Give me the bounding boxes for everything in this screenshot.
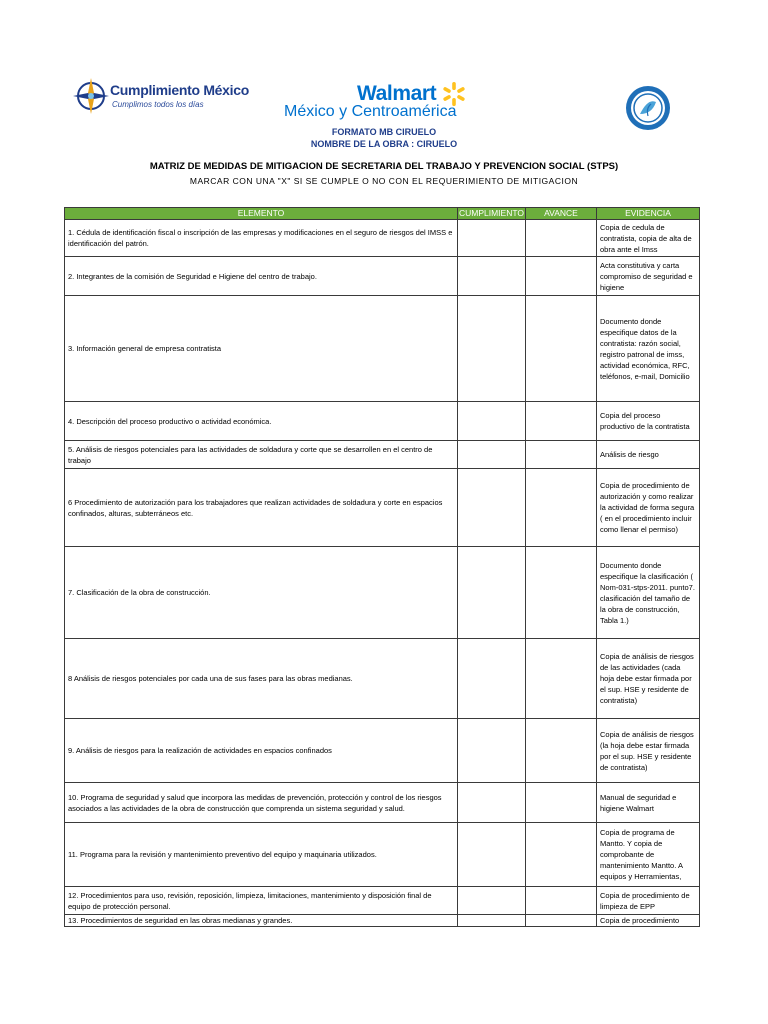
evidencia-cell: Copia de procedimiento <box>597 915 700 927</box>
cumplimiento-cell[interactable] <box>458 915 526 927</box>
cumplimiento-cell[interactable] <box>458 441 526 469</box>
matrix-title: MATRIZ DE MEDIDAS DE MITIGACION DE SECRETARIA DEL TRABAJO Y PREVENCION SOCIAL (STPS) <box>149 161 619 172</box>
table-row <box>65 296 700 402</box>
logo-left-tagline: Cumplimos todos los días <box>112 100 204 109</box>
avance-cell[interactable] <box>526 823 597 887</box>
avance-cell[interactable] <box>526 402 597 441</box>
header-avance: AVANCE <box>526 208 597 220</box>
elemento-cell: 8 Análisis de riesgos potenciales por cada una de sus fases para las obras medianas. <box>65 639 458 719</box>
elemento-cell: 5. Análisis de riesgos potenciales para las actividades de soldadura y corte que se desarrollen en el centro de trabajo <box>65 441 458 469</box>
format-title: FORMATO MB CIRUELO <box>331 127 437 137</box>
table-row <box>65 823 700 887</box>
cumplimiento-cell[interactable] <box>458 469 526 547</box>
evidencia-cell: Copia de cedula de contratista, copia de alta de obra ante el Imss <box>597 220 700 257</box>
cumplimiento-cell[interactable] <box>458 257 526 296</box>
cumplimiento-cell[interactable] <box>458 639 526 719</box>
elemento-cell: 12. Procedimientos para uso, revisión, reposición, limpieza, limitaciones, mantenimiento y disposición final de equipo de protección personal. <box>65 887 458 915</box>
header-elemento: ELEMENTO <box>65 208 458 220</box>
cumplimiento-cell[interactable] <box>458 783 526 823</box>
evidencia-cell: Documento donde especifique datos de la contratista: razón social, registro patronal de imss, actividad económica, RFC, teléfonos, e-mail, Domicilio <box>597 296 700 402</box>
elemento-cell: 3. Información general de empresa contratista <box>65 296 458 402</box>
avance-cell[interactable] <box>526 441 597 469</box>
avance-cell[interactable] <box>526 639 597 719</box>
avance-cell[interactable] <box>526 719 597 783</box>
avance-cell[interactable] <box>526 220 597 257</box>
globe-leaf-seal-icon <box>624 84 672 132</box>
mitigation-matrix-table <box>64 207 700 927</box>
elemento-cell: 7. Clasificación de la obra de construcción. <box>65 547 458 639</box>
avance-cell[interactable] <box>526 887 597 915</box>
cumplimiento-mexico-logo <box>72 76 249 118</box>
avance-cell[interactable] <box>526 296 597 402</box>
table-row <box>65 220 700 257</box>
avance-cell[interactable] <box>526 469 597 547</box>
evidencia-cell: Copia del proceso productivo de la contratista <box>597 402 700 441</box>
evidencia-cell: Acta constitutiva y carta compromiso de seguridad e higiene <box>597 257 700 296</box>
cumplimiento-cell[interactable] <box>458 220 526 257</box>
table-row <box>65 441 700 469</box>
table-row <box>65 547 700 639</box>
cumplimiento-cell[interactable] <box>458 719 526 783</box>
cumplimiento-cell[interactable] <box>458 296 526 402</box>
instruction-text: MARCAR CON UNA "X" SI SE CUMPLE O NO CON EL REQUERIMIENTO DE MITIGACION <box>189 176 579 186</box>
walmart-brand: Walmart <box>357 82 437 105</box>
compass-icon <box>72 76 110 116</box>
header-evidencia: EVIDENCIA <box>597 208 700 220</box>
avance-cell[interactable] <box>526 783 597 823</box>
table-row <box>65 402 700 441</box>
avance-cell[interactable] <box>526 547 597 639</box>
work-name-title: NOMBRE DE LA OBRA : CIRUELO <box>310 139 458 149</box>
evidencia-cell: Documento donde especifique la clasificación ( Nom-031-stps-2011. punto7. clasificación del tamaño de la obra de construcción, Tabla 1.) <box>597 547 700 639</box>
evidencia-cell: Copia de análisis de riesgos (la hoja debe estar firmada por el sup. HSE y residente de contratista) <box>597 719 700 783</box>
table-row <box>65 915 700 927</box>
avance-cell[interactable] <box>526 257 597 296</box>
elemento-cell: 1. Cédula de identificación fiscal o inscripción de las empresas y modificaciones en el seguro de riesgos del IMSS e identificación del patrón. <box>65 220 458 257</box>
table-row <box>65 257 700 296</box>
elemento-cell: 2. Integrantes de la comisión de Seguridad e Higiene del centro de trabajo. <box>65 257 458 296</box>
elemento-cell: 10. Programa de seguridad y salud que incorpora las medidas de prevención, protección y control de los riesgos asociados a las actividades de la obra de construcción que comprenda un sistema seguridad y salud. <box>65 783 458 823</box>
table-row <box>65 783 700 823</box>
cumplimiento-cell[interactable] <box>458 402 526 441</box>
walmart-logo <box>280 80 480 125</box>
cumplimiento-cell[interactable] <box>458 823 526 887</box>
elemento-cell: 4. Descripción del proceso productivo o actividad económica. <box>65 402 458 441</box>
header-cumplimiento: CUMPLIMIENTO <box>458 208 525 218</box>
evidencia-cell: Copia de procedimiento de autorización y como realizar la actividad de forma segura ( en el procedimiento incluir como llenar el permiso) <box>597 469 700 547</box>
table-row <box>65 639 700 719</box>
cumplimiento-cell[interactable] <box>458 887 526 915</box>
table-row <box>65 887 700 915</box>
table-row <box>65 469 700 547</box>
avance-cell[interactable] <box>526 915 597 927</box>
elemento-cell: 13. Procedimientos de seguridad en las obras medianas y grandes. <box>65 915 458 927</box>
cumplimiento-cell[interactable] <box>458 547 526 639</box>
evidencia-cell: Copia de procedimiento de limpieza de EPP <box>597 887 700 915</box>
walmart-region: México y Centroamérica <box>284 103 457 120</box>
elemento-cell: 9. Análisis de riesgos para la realización de actividades en espacios confinados <box>65 719 458 783</box>
logo-left-title: Cumplimiento México <box>110 82 249 98</box>
evidencia-cell: Manual de seguridad e higiene Walmart <box>597 783 700 823</box>
evidencia-cell: Análisis de riesgo <box>597 441 700 469</box>
elemento-cell: 6 Procedimiento de autorización para los trabajadores que realizan actividades de soldadura y corte en espacios confinados, alturas, subterráneos etc. <box>65 469 458 547</box>
evidencia-cell: Copia de análisis de riesgos de las actividades (cada hoja debe estar firmada por el sup. HSE y residente de contratista) <box>597 639 700 719</box>
elemento-cell: 11. Programa para la revisión y mantenimiento preventivo del equipo y maquinaria utilizados. <box>65 823 458 887</box>
table-row <box>65 719 700 783</box>
evidencia-cell: Copia de programa de Mantto. Y copia de comprobante de mantenimiento Mantto. A equipos y Herramientas, <box>597 823 700 887</box>
table-header-row <box>65 208 700 220</box>
